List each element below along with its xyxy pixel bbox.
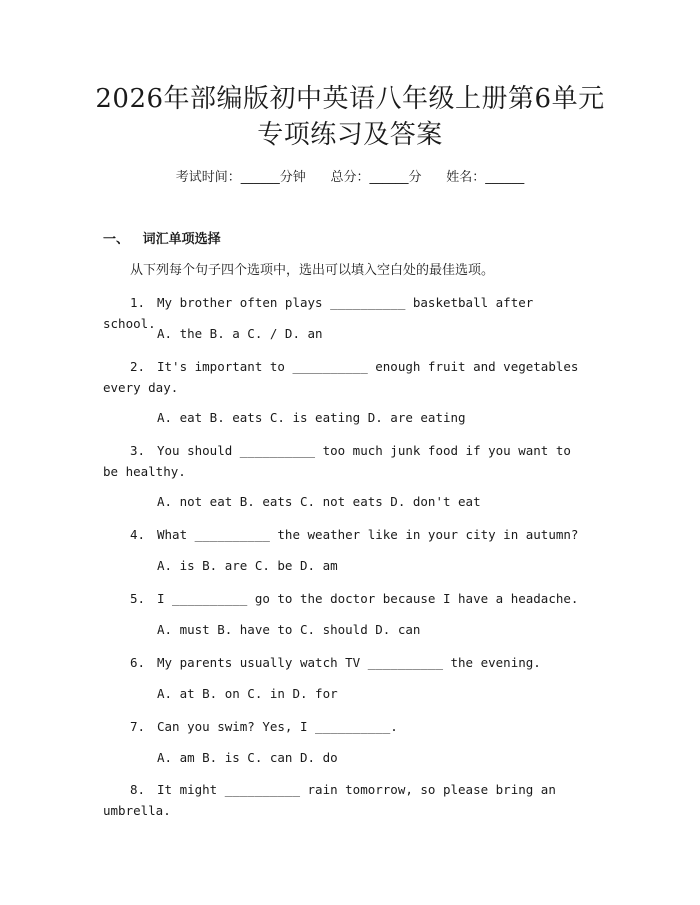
question-number: 2. (130, 359, 146, 374)
question-6-options: A. at B. on C. in D. for (157, 686, 338, 701)
question-text: What __________ the weather like in your city in autumn? (157, 527, 579, 542)
document-title-line-2: 专项练习及答案 (257, 120, 443, 150)
question-7-options: A. am B. is C. can D. do (157, 750, 338, 765)
question-number: 4. (130, 527, 146, 542)
exam-meta-line: 考试时间：______分钟 总分：______分 姓名：______ (175, 170, 525, 185)
question-text: It might __________ rain tomorrow, so please bring an umbrella. (103, 782, 564, 818)
question-2-options: A. eat B. eats C. is eating D. are eating (157, 410, 466, 425)
question-8 (103, 779, 590, 821)
question-6 (103, 652, 590, 673)
question-text: It's important to __________ enough fruit and vegetables every day. (103, 359, 586, 395)
question-5-options: A. must B. have to C. should D. can (157, 622, 421, 637)
question-1-options: A. the B. a C. / D. an (157, 326, 323, 341)
question-text: Can you swim? Yes, I __________. (157, 719, 398, 734)
question-text: I __________ go to the doctor because I have a headache. (157, 591, 579, 606)
question-4-options: A. is B. are C. be D. am (157, 558, 338, 573)
question-number: 1. (130, 295, 146, 310)
question-number: 7. (130, 719, 146, 734)
question-2 (103, 356, 590, 398)
document-title-line-1: 2026年部编版初中英语八年级上册第6单元 (95, 84, 605, 114)
question-4 (103, 524, 590, 545)
question-7 (103, 716, 590, 737)
section-instructions: 从下列每个句子四个选项中，选出可以填入空白处的最佳选项。 (130, 263, 495, 278)
question-number: 8. (130, 782, 146, 797)
question-3-options: A. not eat B. eats C. not eats D. don't eat (157, 494, 481, 509)
question-number: 6. (130, 655, 146, 670)
question-text: My brother often plays __________ basketball after school. (103, 295, 541, 331)
question-number: 5. (130, 591, 146, 606)
question-3 (103, 440, 590, 482)
question-5 (103, 588, 590, 609)
section-heading: 一、 词汇单项选择 (103, 232, 221, 247)
question-number: 3. (130, 443, 146, 458)
question-text: My parents usually watch TV __________ the evening. (157, 655, 541, 670)
question-text: You should __________ too much junk food if you want to be healthy. (103, 443, 579, 479)
